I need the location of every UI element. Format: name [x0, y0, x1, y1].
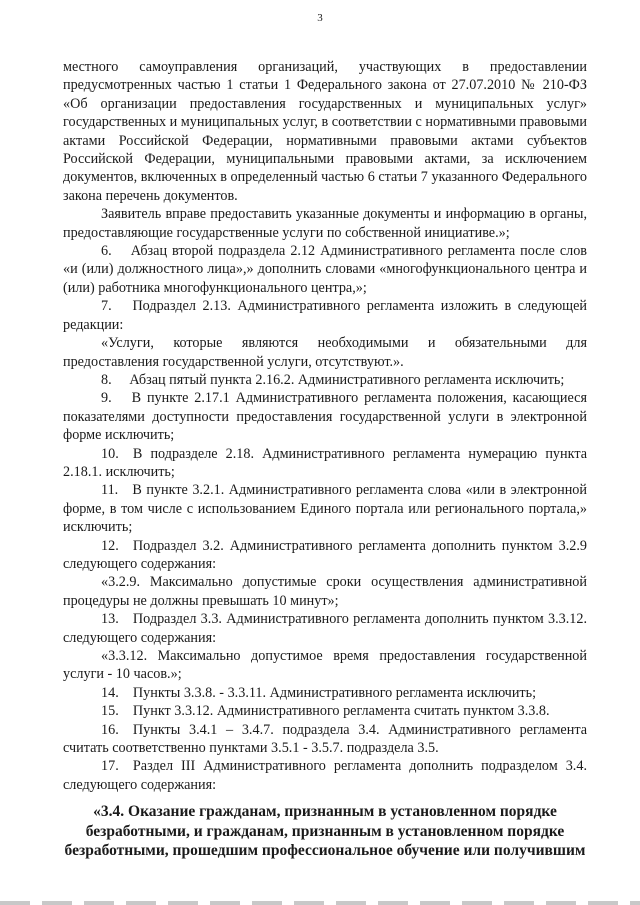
list-item: 10. В подразделе 2.18. Административного регламента нумерацию пункта 2.18.1. исключить;	[63, 445, 587, 480]
quoted-paragraph: «Услуги, которые являются необходимыми и обязательными для предоставления государственной услуги, отсутствуют.».	[63, 335, 587, 370]
list-item: 9. В пункте 2.17.1 Административного регламента положения, касающиеся показателями доступности предоставления государственной услуги в электронной форме исключить;	[63, 390, 587, 444]
list-item: 6. Абзац второй подраздела 2.12 Административного регламента после слов «и (или) должностного лица»,» дополнить словами «многофункционального центра и (или) работника многофункционального центра,»;	[63, 243, 587, 296]
list-item: 13. Подраздел 3.3. Административного регламента дополнить пунктом 3.3.12. следующего содержания:	[63, 611, 587, 646]
list-item: 17. Раздел III Административного регламента дополнить подразделом 3.4. следующего содержания:	[63, 758, 587, 793]
list-item: 14. Пункты 3.3.8. - 3.3.11. Административного регламента исключить;	[101, 684, 537, 701]
scan-edge-divider	[0, 901, 640, 905]
paragraph: местного самоуправления организаций, участвующих в предоставлении предусмотренных частью 1 статьи 1 Федерального закона от 27.07.2010 № 210-ФЗ «Об организации предоставления государственных и муниципальных услуг» государственных и муниципальных услуг, в соответствии с нормативными правовыми актами Российской Федерации, нормативными правовыми актами субъектов Российской Федерации, муниципальными правовыми актами, за исключением документов, включенных в определенный частью 6 статьи 7 указанного Федерального закона перечень документов.	[63, 59, 587, 204]
list-item: 11. В пункте 3.2.1. Административного регламента слова «или в электронной форме, в том числе с использованием Единого портала или регионального портала,» исключить;	[63, 482, 587, 536]
list-item: 12. Подраздел 3.2. Административного регламента дополнить пунктом 3.2.9 следующего содержания:	[63, 537, 587, 572]
list-item: 7. Подраздел 2.13. Административного регламента изложить в следующей редакции:	[63, 298, 587, 333]
quoted-paragraph: «3.2.9. Максимально допустимые сроки осуществления административной процедуры не должны превышать 10 минут»;	[63, 574, 587, 609]
list-item: 15. Пункт 3.3.12. Административного регламента считать пунктом 3.3.8.	[101, 703, 550, 720]
paragraph: Заявитель вправе предоставить указанные документы и информацию в органы, предоставляющие государственные услуги по собственной инициативе.»;	[63, 206, 587, 241]
quoted-paragraph: «3.3.12. Максимально допустимое время предоставления государственной услуги - 10 часов.»;	[63, 648, 587, 683]
section-heading: «3.4. Оказание гражданам, признанным в установленном порядке безработными, и гражданам, признанным в установленном порядке безработными, прошедшим профессиональное обучение или получившим	[64, 803, 586, 860]
document-body	[63, 58, 587, 861]
page-number: 3	[317, 12, 323, 24]
list-item: 16. Пункты 3.4.1 – 3.4.7. подраздела 3.4. Административного регламента считать соответственно пунктами 3.5.1 - 3.5.7. подраздела 3.5.	[63, 721, 587, 757]
list-item: 8. Абзац пятый пункта 2.16.2. Административного регламента исключить;	[101, 371, 565, 388]
